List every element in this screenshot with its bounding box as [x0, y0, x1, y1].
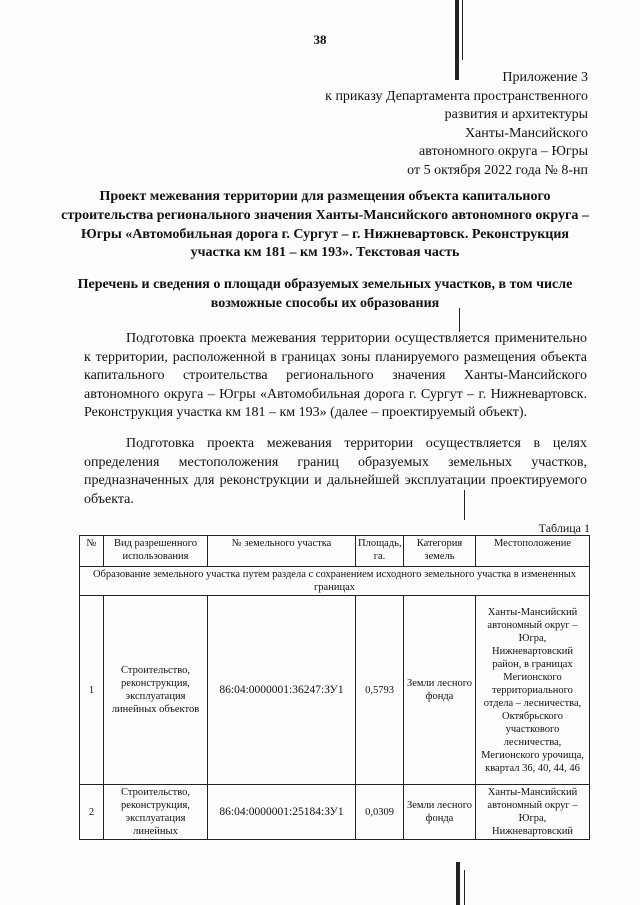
cell-use: Строительство, реконструкция, эксплуатация линейных объектов: [104, 596, 208, 785]
cell-parcel: 86:04:0000001:25184:ЗУ1: [208, 785, 356, 840]
column-header: Категория земель: [404, 536, 476, 567]
column-header: Местоположение: [476, 536, 590, 567]
cell-location: Ханты-Мансийский автономный округ – Югра, Нижневартовский район, в границах Мегионского территориального отдела – лесничества, Октябрьского участкового лесничества, Мегионского урочища, квартал 36, 40, 44, 46: [476, 596, 590, 785]
table-row: [80, 785, 590, 840]
paragraph: Подготовка проекта межевания территории осуществляется в целях определения местоположения границ образуемых земельных участков, предназначенных для реконструкции и дальнейшей эксплуатации проектируемого объекта.: [84, 436, 587, 507]
appendix-line: Ханты-Мансийского: [464, 125, 588, 141]
scan-artifact-bottom: [456, 862, 460, 905]
document-title: Проект межевания территории для размещения объекта капитального строительства регионального значения Ханты-Мансийского автономного округа – Югры «Автомобильная дорога г. Сургут – г. Нижневартовск. Реконструкция участка км 181 – км 193». Текстовая часть: [61, 189, 589, 261]
cell-area: 0,0309: [356, 785, 404, 840]
column-header: №: [80, 536, 104, 567]
cell-category: Земли лесного фонда: [404, 785, 476, 840]
cell-parcel: 86:04:0000001:36247:ЗУ1: [208, 596, 356, 785]
page-number: 38: [313, 32, 327, 47]
cell-num: 2: [80, 785, 104, 840]
cell-category: Земли лесного фонда: [404, 596, 476, 785]
cell-use: Строительство, реконструкция, эксплуатация линейных: [104, 785, 208, 840]
column-header: № земельного участка: [208, 536, 356, 567]
appendix-line: от 5 октября 2022 года № 8-нп: [407, 162, 588, 178]
table-row: [80, 596, 590, 785]
scan-artifact-top-thin: [462, 0, 463, 60]
appendix-line: автономного округа – Югры: [419, 144, 588, 160]
appendix-line: Приложение 3: [502, 70, 588, 85]
column-header: Вид разрешенного использования: [104, 536, 208, 567]
table-section-row: [80, 567, 590, 596]
paragraph: Подготовка проекта межевания территории осуществляется применительно к территории, расположенной в границах зоны планируемого размещения объекта капитального строительства регионального значения Ханты-Мансийского автономного округа – Югры «Автомобильная дорога г. Сургут – г. Нижневартовск. Реконструкция участка км 181 – км 193» (далее – проектируемый объект).: [84, 331, 587, 420]
table-caption: Таблица 1: [538, 521, 590, 535]
cell-location: Ханты-Мансийский автономный округ – Югра, Нижневартовский: [476, 785, 590, 840]
appendix-header: [325, 69, 588, 181]
appendix-line: к приказу Департамента пространственного: [325, 88, 588, 104]
section-subtitle: Перечень и сведения о площади образуемых земельных участков, в том числе возможные способы их образования: [77, 277, 573, 311]
cell-num: 1: [80, 596, 104, 785]
table-header-row: [80, 536, 590, 567]
column-header: Площадь, га.: [356, 536, 404, 567]
scan-artifact-bottom-thin: [464, 870, 465, 905]
parcels-table: [79, 535, 590, 840]
appendix-line: развития и архитектуры: [444, 107, 588, 123]
section-cell: Образование земельного участка путем раздела с сохранением исходного земельного участка в измененных границах: [80, 567, 590, 596]
cell-area: 0,5793: [356, 596, 404, 785]
